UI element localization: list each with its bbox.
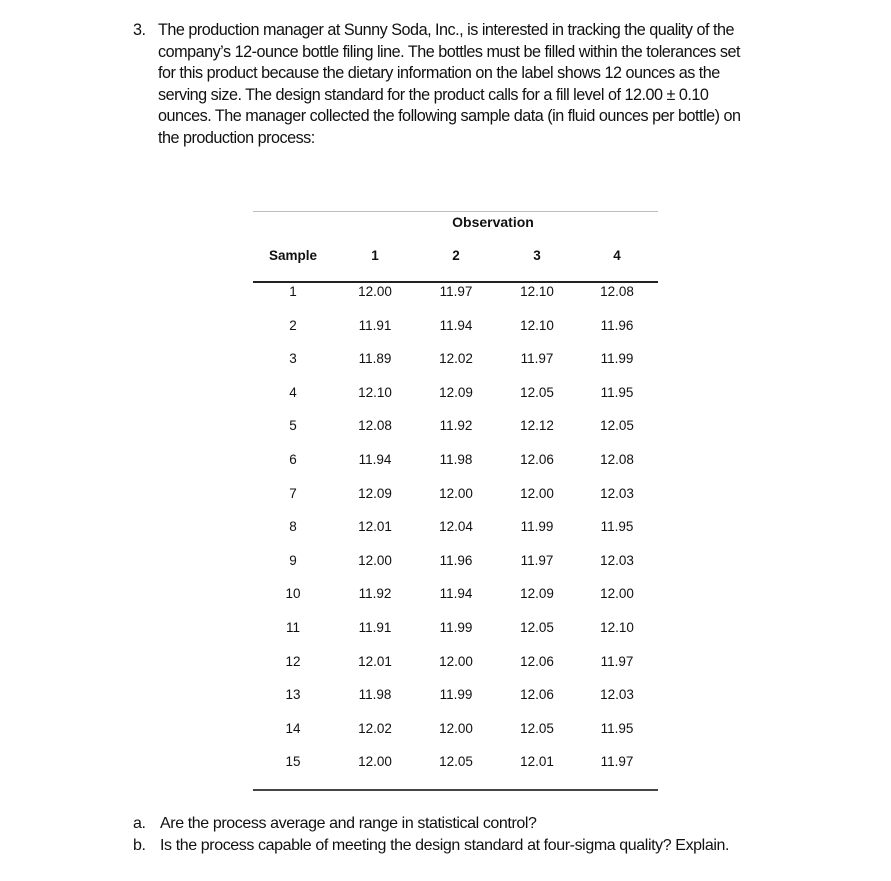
table-row [253,418,658,438]
problem-line-5: ounces. The manager collected the following sample data (in fluid ounces per bottle) on [158,107,741,125]
problem-line-3: for this product because the dietary information on the label shows 12 ounces as the [158,64,720,82]
sample-number-cell: 9 [289,552,297,568]
observation-cell: 12.08 [600,452,634,467]
column-header-4: 4 [613,248,621,263]
problem-line-2: company’s 12-ounce bottle filing line. The bottles must be filled within the tolerances set [158,42,740,61]
table-row [253,721,658,741]
observation-cell: 11.97 [520,351,554,367]
problem-line-4: serving size. The design standard for the product calls for a fill level of 12.00 ± 0.10 [158,85,709,104]
observation-header: Observation [452,214,534,230]
sample-number-cell: 13 [285,687,301,703]
observation-cell: 12.06 [520,653,554,669]
observation-cell: 12.00 [520,485,554,501]
observation-cell: 12.08 [358,418,392,434]
observation-cell: 11.97 [600,754,634,770]
question-a-label: a. [133,815,146,832]
question-a-text: Are the process average and range in statistical control? [160,815,537,832]
observation-cell: 11.99 [439,687,473,703]
problem-statement [133,20,813,149]
observation-cell: 11.98 [358,687,392,703]
observation-cell: 11.94 [358,452,392,467]
observation-cell: 12.03 [600,552,634,568]
observation-cell: 12.02 [358,720,392,736]
observation-cell: 12.00 [439,485,473,501]
observation-cell: 11.97 [520,552,554,568]
observation-cell: 11.94 [439,586,473,602]
table-row [253,284,658,304]
observation-cell: 11.96 [600,317,634,333]
table-row [253,620,658,640]
observation-cell: 12.10 [358,384,392,400]
table-header-rule [253,281,658,283]
observation-cell: 11.95 [600,384,634,400]
observation-cell: 12.05 [600,418,634,434]
observation-cell: 11.89 [358,351,392,367]
observation-cell: 12.00 [358,284,392,299]
question-a [133,813,729,835]
sample-number-cell: 10 [285,586,301,602]
observation-cell: 12.00 [439,720,473,736]
observation-cell: 11.96 [439,552,473,568]
observation-cell: 11.99 [600,351,634,367]
observation-cell: 12.03 [600,687,634,703]
column-header-3: 3 [533,248,541,263]
observation-cell: 12.09 [358,485,392,501]
observation-cell: 11.91 [358,317,392,333]
observation-cell: 11.92 [439,418,473,434]
observation-cell: 12.05 [520,720,554,736]
question-b-text: Is the process capable of meeting the design standard at four-sigma quality? Explain. [160,836,730,854]
observation-cell: 11.95 [600,720,634,736]
observation-cell: 12.09 [439,384,473,400]
observation-cell: 11.91 [358,620,392,635]
table-row [253,586,658,606]
table-row [253,486,658,506]
column-header-sample: Sample [268,248,318,263]
observation-cell: 12.02 [439,351,473,367]
observation-cell: 12.00 [439,653,473,669]
table-row [253,654,658,674]
observation-cell: 12.01 [358,519,392,535]
sample-number-cell: 14 [285,720,301,736]
observation-cell: 12.05 [520,384,554,400]
sample-number-cell: 8 [289,519,297,535]
observation-cell: 12.10 [600,620,634,635]
observation-cell: 12.00 [600,586,634,602]
sample-number-cell: 7 [289,485,297,501]
observation-cell: 12.00 [358,754,392,770]
observation-cell: 11.99 [439,620,473,635]
sample-number-cell: 12 [285,653,301,669]
observation-cell: 11.94 [439,317,473,333]
observation-cell: 12.01 [358,653,392,669]
sample-number-cell: 4 [289,384,297,400]
table-row [253,687,658,707]
sample-number-cell: 15 [285,754,301,770]
sample-number-cell: 1 [289,284,297,299]
observation-cell: 12.04 [439,519,473,535]
observation-cell: 11.97 [600,653,634,669]
column-header-1: 1 [371,248,379,263]
observation-cell: 12.06 [520,687,554,703]
observation-cell: 12.12 [520,418,554,434]
table-bottom-rule [253,789,658,791]
observation-cell: 11.98 [439,452,473,467]
observation-cell: 11.95 [600,519,634,535]
problem-line-6: the production process: [158,128,315,147]
observation-cell: 11.97 [439,284,473,299]
observation-cell: 12.05 [520,620,554,635]
questions [133,813,729,856]
table-row [253,385,658,405]
observation-cell: 12.10 [520,317,554,333]
sample-number-cell: 11 [285,620,300,635]
observation-cell: 12.10 [520,284,554,299]
question-b [133,835,729,857]
problem-line-1: The production manager at Sunny Soda, Inc., is interested in tracking the quality of the [158,21,734,39]
table-row [253,754,658,774]
sample-number-cell: 2 [289,317,297,333]
table-row [253,318,658,338]
column-header-2: 2 [452,248,460,263]
problem-number: 3. [133,21,146,39]
observation-cell: 11.92 [358,586,392,602]
table-row [253,452,658,472]
sample-number-cell: 6 [289,452,297,467]
observation-cell: 12.03 [600,485,634,501]
table-top-rule [253,211,658,212]
question-b-label: b. [133,836,146,854]
sample-number-cell: 3 [289,351,297,367]
observation-cell: 12.01 [520,754,554,770]
observation-cell: 12.09 [520,586,554,602]
table-row [253,351,658,371]
observation-cell: 12.08 [600,284,634,299]
observation-cell: 12.06 [520,452,554,467]
table-row [253,553,658,573]
sample-number-cell: 5 [289,418,297,434]
observation-cell: 12.05 [439,754,473,770]
observation-cell: 12.00 [358,552,392,568]
observation-cell: 11.99 [520,519,554,535]
table-row [253,519,658,539]
